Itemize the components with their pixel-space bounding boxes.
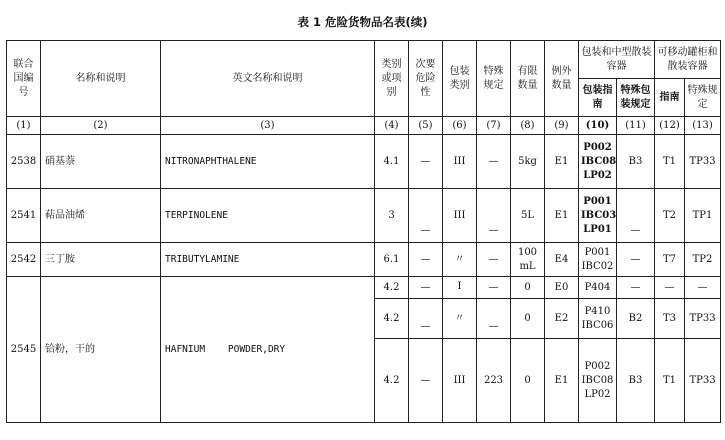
- pack-group: III: [443, 135, 477, 189]
- pack-instr: P002 IBC08 LP02: [579, 135, 617, 189]
- name-cn: 铪粉，干的: [41, 277, 161, 423]
- excepted-qty: E0: [545, 277, 579, 299]
- excepted-qty: E1: [545, 135, 579, 189]
- sub-risk: —: [409, 299, 443, 339]
- excepted-qty: E4: [545, 243, 579, 277]
- tank-instr: T1: [655, 339, 685, 423]
- pack-instr: P410 IBC06: [579, 299, 617, 339]
- name-en: TRIBUTYLAMINE: [161, 243, 375, 277]
- name-en: HAFNIUM POWDER,DRY: [161, 277, 375, 423]
- limited-qty: 0: [511, 277, 545, 299]
- special-provision: —: [477, 135, 511, 189]
- excepted-qty: E2: [545, 299, 579, 339]
- col-number: (11): [617, 117, 655, 135]
- pack-special: B3: [617, 339, 655, 423]
- tank-instr: T7: [655, 243, 685, 277]
- name-en: NITRONAPHTHALENE: [161, 135, 375, 189]
- un-number: 2542: [7, 243, 41, 277]
- header-name-cn: 名称和说明: [41, 41, 161, 117]
- header-pack-special: 特殊包装规定: [617, 79, 655, 117]
- tank-instr: —: [655, 277, 685, 299]
- header-sub-risk: 次要危险性: [409, 41, 443, 117]
- tank-instr: T3: [655, 299, 685, 339]
- special-provision: —: [477, 243, 511, 277]
- special-provision: —: [477, 277, 511, 299]
- pack-instr: P002 IBC08 LP02: [579, 339, 617, 423]
- pack-group: 〃: [443, 243, 477, 277]
- pack-instr: P404: [579, 277, 617, 299]
- table-row: [7, 243, 721, 277]
- tank-special: TP2: [685, 243, 721, 277]
- col-number: (9): [545, 117, 579, 135]
- tank-special: —: [685, 277, 721, 299]
- tank-special: TP33: [685, 299, 721, 339]
- pack-special: —: [617, 189, 655, 243]
- tank-instr: T2: [655, 189, 685, 243]
- class: 4.2: [375, 277, 409, 299]
- header-tank-special: 特殊规定: [685, 79, 721, 117]
- name-en: TERPINOLENE: [161, 189, 375, 243]
- sub-risk: —: [409, 243, 443, 277]
- tank-special: TP1: [685, 189, 721, 243]
- special-provision: 223: [477, 339, 511, 423]
- header-pack-instr: 包装指南: [579, 79, 617, 117]
- name-cn: 三丁胺: [41, 243, 161, 277]
- header-excepted-qty: 例外数量: [545, 41, 579, 117]
- pack-instr: P001 IBC02: [579, 243, 617, 277]
- pack-group: III: [443, 339, 477, 423]
- pack-group: I: [443, 277, 477, 299]
- header-limited-qty: 有限数量: [511, 41, 545, 117]
- pack-group: III: [443, 189, 477, 243]
- table-title: 表 1 危险货物品名表(续): [297, 15, 428, 29]
- col-number: (13): [685, 117, 721, 135]
- sub-risk: —: [409, 339, 443, 423]
- header-packaging-group: 包装和中型散装容器: [579, 41, 655, 79]
- pack-group: 〃: [443, 299, 477, 339]
- header-pack-group: 包装类别: [443, 41, 477, 117]
- un-number: 2541: [7, 189, 41, 243]
- header-special: 特殊规定: [477, 41, 511, 117]
- class: 3: [375, 189, 409, 243]
- class: 4.2: [375, 339, 409, 423]
- col-number: (12): [655, 117, 685, 135]
- col-number: (4): [375, 117, 409, 135]
- col-number: (5): [409, 117, 443, 135]
- col-number: (8): [511, 117, 545, 135]
- limited-qty: 100 mL: [511, 243, 545, 277]
- dangerous-goods-table: [6, 40, 721, 423]
- col-number: (6): [443, 117, 477, 135]
- col-number: (7): [477, 117, 511, 135]
- col-number: (3): [161, 117, 375, 135]
- tank-special: TP33: [685, 339, 721, 423]
- special-provision: —: [477, 299, 511, 339]
- table-row: [7, 277, 721, 299]
- special-provision: —: [477, 189, 511, 243]
- pack-special: B2: [617, 299, 655, 339]
- header-tank-instr: 指南: [655, 79, 685, 117]
- excepted-qty: E1: [545, 339, 579, 423]
- table-row: [7, 189, 721, 243]
- limited-qty: 0: [511, 299, 545, 339]
- tank-instr: T1: [655, 135, 685, 189]
- excepted-qty: E1: [545, 189, 579, 243]
- pack-special: —: [617, 243, 655, 277]
- pack-special: —: [617, 277, 655, 299]
- header-tank-group: 可移动罐柜和散装容器: [655, 41, 721, 79]
- header-un-no: 联合国编号: [7, 41, 41, 117]
- pack-special: B3: [617, 135, 655, 189]
- name-cn: 硝基萘: [41, 135, 161, 189]
- sub-risk: —: [409, 135, 443, 189]
- col-number: (1): [7, 117, 41, 135]
- limited-qty: 5L: [511, 189, 545, 243]
- class: 6.1: [375, 243, 409, 277]
- limited-qty: 5kg: [511, 135, 545, 189]
- col-number: (10): [579, 117, 617, 135]
- header-name-en: 英文名称和说明: [161, 41, 375, 117]
- tank-special: TP33: [685, 135, 721, 189]
- class: 4.2: [375, 299, 409, 339]
- limited-qty: 0: [511, 339, 545, 423]
- name-cn: 萜品油烯: [41, 189, 161, 243]
- class: 4.1: [375, 135, 409, 189]
- col-number: (2): [41, 117, 161, 135]
- pack-instr: P001 IBC03 LP01: [579, 189, 617, 243]
- table-row: [7, 135, 721, 189]
- un-number: 2538: [7, 135, 41, 189]
- sub-risk: —: [409, 277, 443, 299]
- un-number: 2545: [7, 277, 41, 423]
- header-class: 类别或项别: [375, 41, 409, 117]
- sub-risk: —: [409, 189, 443, 243]
